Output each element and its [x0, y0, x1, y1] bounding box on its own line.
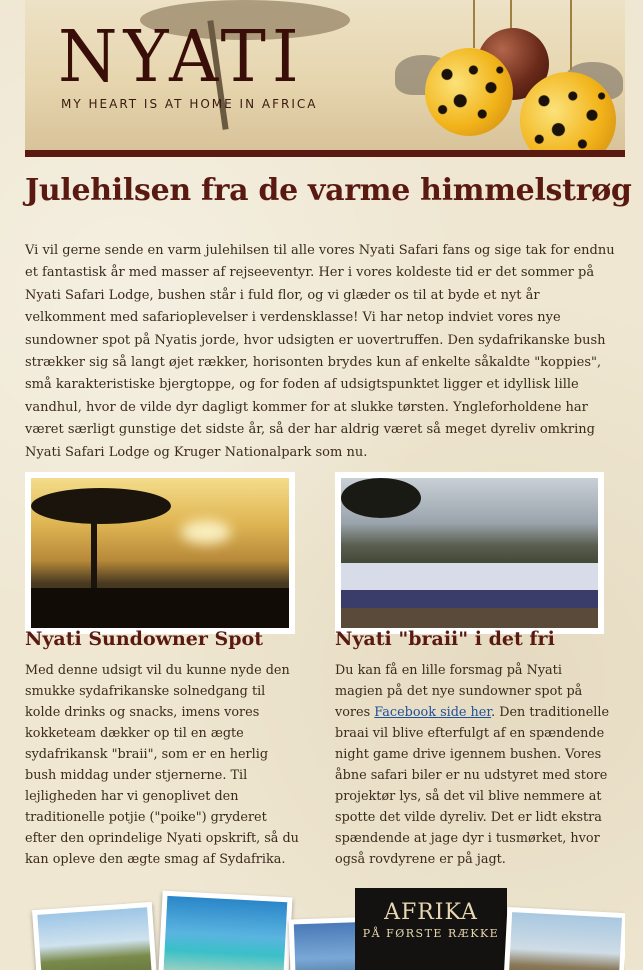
jeep-image — [508, 912, 622, 970]
nyati-logo[interactable]: NYATI — [58, 16, 305, 99]
sundowner-title: Nyati Sundowner Spot — [25, 628, 263, 650]
tree-silhouette — [31, 488, 171, 524]
page-title: Julehilsen fra de varme himmelstrøg — [25, 173, 632, 208]
facebook-link[interactable]: Facebook side her — [374, 705, 492, 720]
tagline: MY HEART IS AT HOME IN AFRICA — [61, 97, 318, 111]
afrika-subtitle: PÅ FØRSTE RÆKKE — [362, 927, 500, 940]
table-skirt — [341, 590, 598, 608]
sundowner-text: Med denne udsigt vil du kunne nyde den smukke sydafrikanske solnedgang til kolde drinks og snacks, imens vores kokketeam dækker op til en ægte sydafrikansk "braii", som er en herlig bush middag under stjernerne. Til lejligheden har vi genoplivet den traditionelle potjie ("poike") gryderet efter den oprindelige Nyati opskrift, så du kan opleve den ægte smag af Sydafrika. — [25, 663, 299, 867]
table-cloth — [341, 563, 598, 593]
sundowner-photo — [25, 472, 295, 634]
intro-paragraph: Vi vil gerne sende en varm julehilsen til alle vores Nyati Safari fans og sige tak for endnu et fantastisk år med masser af rejseeventyr. Her i vores koldeste tid er det sommer på Nyati Safari Lodge, bushen står i fuld flor, og vi glæder os til at byde et nyt år velkomment med safarioplevelser i verdensklasse! Vi har netop indviet vores nye sundowner spot på Nyatis jorde, hvor udsigten er uovertruffen. Den sydafrikanske bush strækker sig så langt øjet rækker, horisonten brydes kun af enkelte såkaldte "koppies", små karakteristiske bjergtoppe, og for foden af udsigtspunktet ligger et idyllisk lille vandhul, hvor de vilde dyr dagligt kommer for at slukke tørsten. Yngleforholdene har været særligt gunstige det sidste år, så der har aldrig været så meget dyreliv omkring Nyati Safari Lodge og Kruger Nationalpark som nu. — [25, 243, 615, 460]
braii-text-after: . Den traditionelle braai vil blive efterfulgt af en spændende night game drive igennem bushen. Vores åbne safari biler er nu udstyret med store projektør lys, så det vil blive nemmere at spotte det vilde dyreliv. Det er lidt ekstra spændende at jage dyr i tusmørket, hvor også rovdyrene er på jagt. — [335, 705, 610, 867]
photo-giraffe — [32, 902, 158, 970]
sunset-image — [31, 478, 289, 628]
braii-title: Nyati "braii" i det fri — [335, 628, 555, 650]
braii-photo — [335, 472, 604, 634]
photo-safari-jeep — [503, 907, 625, 970]
ornament-string — [570, 0, 572, 70]
header-divider — [25, 150, 625, 157]
afrika-title: AFRIKA — [384, 900, 478, 925]
ornament-string — [473, 0, 475, 48]
leopard-ornament — [425, 48, 513, 136]
sun-glow — [181, 520, 231, 544]
savanna-image — [37, 907, 152, 970]
beach-image — [163, 896, 288, 970]
braii-text-before: Du kan få en lille forsmag på Nyati magien på det nye sundowner spot på vores — [335, 663, 583, 720]
ground-silhouette — [31, 588, 289, 628]
tree-silhouette — [341, 478, 421, 518]
braii-text — [335, 660, 610, 870]
ground — [341, 608, 598, 628]
footer-banner[interactable] — [25, 888, 625, 970]
afrika-banner[interactable] — [355, 888, 507, 970]
header-banner — [25, 0, 625, 150]
photo-beach — [157, 891, 292, 970]
dinner-table-image — [341, 478, 598, 628]
tree-trunk-silhouette — [91, 508, 97, 598]
